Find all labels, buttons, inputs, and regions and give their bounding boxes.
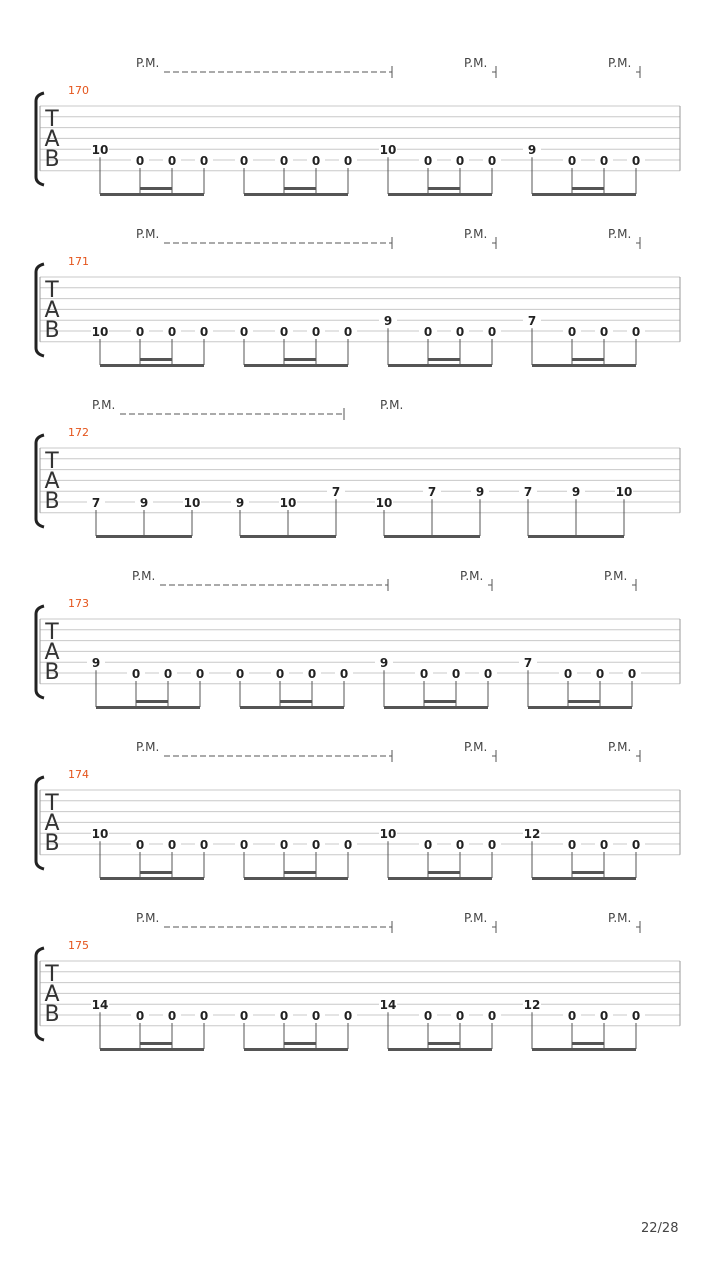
- beam: [240, 535, 336, 538]
- fret-number: 10: [91, 325, 109, 339]
- beam-secondary: [140, 1042, 172, 1045]
- fret-number: 0: [423, 325, 433, 339]
- palm-mute-label: P.M.: [136, 740, 160, 754]
- beam-secondary: [140, 871, 172, 874]
- tab-clef-letter: T: [45, 278, 59, 303]
- fret-number: 10: [183, 496, 201, 510]
- fret-number: 0: [451, 667, 461, 681]
- palm-mute-label: P.M.: [132, 569, 156, 583]
- fret-number: 0: [599, 325, 609, 339]
- palm-mute-label: P.M.: [604, 569, 628, 583]
- fret-number: 7: [523, 485, 533, 500]
- palm-mute-label: P.M.: [464, 911, 488, 925]
- tab-clef-letter: T: [45, 791, 59, 816]
- fret-number: 0: [487, 154, 497, 168]
- fret-number: 14: [379, 998, 397, 1013]
- fret-number: 0: [239, 154, 249, 168]
- fret-number: 0: [419, 667, 429, 681]
- measure-number: 172: [68, 426, 89, 439]
- fret-number: 10: [375, 496, 393, 510]
- fret-number: 0: [423, 154, 433, 168]
- beam: [384, 706, 488, 709]
- palm-mute-label: P.M.: [464, 740, 488, 754]
- tab-system: [0, 52, 720, 223]
- beam-secondary: [140, 358, 172, 361]
- fret-number: 0: [167, 154, 177, 168]
- fret-number: 0: [135, 838, 145, 852]
- tab-clef-letter: A: [44, 127, 60, 152]
- tab-clef-letter: T: [45, 620, 59, 645]
- fret-number: 0: [483, 667, 493, 681]
- beam-secondary: [572, 871, 604, 874]
- beam: [240, 706, 344, 709]
- fret-number: 0: [195, 667, 205, 681]
- tab-clef-letter: A: [44, 469, 60, 494]
- fret-number: 0: [631, 154, 641, 168]
- fret-number: 0: [599, 1009, 609, 1023]
- tab-clef-letter: A: [44, 298, 60, 323]
- tab-clef-letter: B: [44, 489, 60, 514]
- fret-number: 0: [311, 154, 321, 168]
- fret-number: 12: [523, 827, 541, 842]
- fret-number: 0: [343, 325, 353, 339]
- fret-number: 0: [239, 325, 249, 339]
- fret-number: 0: [567, 1009, 577, 1023]
- fret-number: 0: [487, 325, 497, 339]
- palm-mute-label: P.M.: [464, 227, 488, 241]
- beam: [100, 877, 204, 880]
- fret-number: 0: [455, 838, 465, 852]
- beam-secondary: [428, 871, 460, 874]
- fret-number: 0: [631, 325, 641, 339]
- beam: [388, 877, 492, 880]
- beam-secondary: [140, 187, 172, 190]
- palm-mute-label: P.M.: [92, 398, 116, 412]
- beam: [532, 364, 636, 367]
- beam: [244, 1048, 348, 1051]
- fret-number: 0: [599, 154, 609, 168]
- fret-number: 7: [523, 656, 533, 671]
- measure-number: 171: [68, 255, 89, 268]
- fret-number: 10: [379, 827, 397, 842]
- beam-secondary: [424, 700, 456, 703]
- fret-number: 0: [239, 838, 249, 852]
- fret-number: 0: [455, 154, 465, 168]
- fret-number: 0: [167, 838, 177, 852]
- fret-number: 0: [167, 325, 177, 339]
- beam-secondary: [284, 1042, 316, 1045]
- beam-secondary: [572, 358, 604, 361]
- fret-number: 9: [235, 496, 245, 510]
- fret-number: 0: [455, 325, 465, 339]
- palm-mute-label: P.M.: [464, 56, 488, 70]
- tab-clef-letter: T: [45, 962, 59, 987]
- palm-mute-label: P.M.: [608, 740, 632, 754]
- fret-number: 0: [235, 667, 245, 681]
- fret-number: 0: [199, 838, 209, 852]
- fret-number: 0: [311, 325, 321, 339]
- tab-system: [0, 394, 720, 565]
- fret-number: 0: [135, 1009, 145, 1023]
- fret-number: 0: [275, 667, 285, 681]
- beam-secondary: [428, 187, 460, 190]
- fret-number: 0: [307, 667, 317, 681]
- fret-number: 10: [91, 143, 109, 158]
- measure-number: 174: [68, 768, 89, 781]
- fret-number: 0: [279, 1009, 289, 1023]
- beam-secondary: [284, 358, 316, 361]
- beam-secondary: [136, 700, 168, 703]
- tab-system: [0, 565, 720, 736]
- beam-secondary: [284, 187, 316, 190]
- fret-number: 0: [487, 838, 497, 852]
- fret-number: 10: [379, 143, 397, 158]
- tab-clef-letter: B: [44, 831, 60, 856]
- beam: [100, 1048, 204, 1051]
- tab-clef-letter: A: [44, 640, 60, 665]
- fret-number: 7: [91, 496, 101, 510]
- fret-number: 0: [567, 325, 577, 339]
- tab-system: [0, 736, 720, 907]
- fret-number: 10: [279, 496, 297, 510]
- fret-number: 0: [311, 1009, 321, 1023]
- tab-clef-letter: A: [44, 982, 60, 1007]
- beam: [528, 706, 632, 709]
- beam: [96, 535, 192, 538]
- measure-number: 170: [68, 84, 89, 97]
- fret-number: 9: [379, 656, 389, 671]
- beam: [100, 193, 204, 196]
- fret-number: 0: [131, 667, 141, 681]
- palm-mute-label: P.M.: [608, 56, 632, 70]
- fret-number: 0: [167, 1009, 177, 1023]
- fret-number: 10: [615, 485, 633, 500]
- fret-number: 0: [455, 1009, 465, 1023]
- fret-number: 0: [563, 667, 573, 681]
- fret-number: 0: [423, 1009, 433, 1023]
- beam: [388, 1048, 492, 1051]
- fret-number: 0: [311, 838, 321, 852]
- fret-number: 0: [343, 154, 353, 168]
- fret-number: 0: [423, 838, 433, 852]
- beam-secondary: [284, 871, 316, 874]
- tab-clef-letter: B: [44, 147, 60, 172]
- fret-number: 0: [343, 838, 353, 852]
- tab-clef-letter: B: [44, 1002, 60, 1027]
- palm-mute-label: P.M.: [136, 227, 160, 241]
- beam: [388, 364, 492, 367]
- fret-number: 14: [91, 998, 109, 1013]
- tab-clef-letter: A: [44, 811, 60, 836]
- fret-number: 0: [199, 325, 209, 339]
- fret-number: 9: [383, 314, 393, 329]
- fret-number: 9: [139, 496, 149, 510]
- beam: [388, 193, 492, 196]
- palm-mute-label: P.M.: [608, 227, 632, 241]
- fret-number: 0: [595, 667, 605, 681]
- palm-mute-label: P.M.: [608, 911, 632, 925]
- fret-number: 0: [631, 838, 641, 852]
- measure-number: 175: [68, 939, 89, 952]
- fret-number: 0: [599, 838, 609, 852]
- beam: [244, 364, 348, 367]
- measure-number: 173: [68, 597, 89, 610]
- fret-number: 0: [343, 1009, 353, 1023]
- tab-clef-letter: B: [44, 660, 60, 685]
- fret-number: 0: [163, 667, 173, 681]
- fret-number: 0: [239, 1009, 249, 1023]
- tab-clef-letter: B: [44, 318, 60, 343]
- beam: [532, 1048, 636, 1051]
- fret-number: 9: [527, 143, 537, 158]
- palm-mute-label: P.M.: [136, 56, 160, 70]
- tab-system: [0, 907, 720, 1078]
- fret-number: 0: [487, 1009, 497, 1023]
- fret-number: 0: [199, 1009, 209, 1023]
- fret-number: 0: [279, 838, 289, 852]
- fret-number: 10: [91, 827, 109, 842]
- beam: [528, 535, 624, 538]
- tab-clef-letter: T: [45, 449, 59, 474]
- beam-secondary: [428, 358, 460, 361]
- fret-number: 0: [279, 154, 289, 168]
- palm-mute-label: P.M.: [380, 398, 404, 412]
- tab-system: [0, 223, 720, 394]
- fret-number: 12: [523, 998, 541, 1013]
- fret-number: 0: [567, 838, 577, 852]
- palm-mute-label: P.M.: [460, 569, 484, 583]
- fret-number: 9: [571, 485, 581, 500]
- fret-number: 7: [427, 485, 437, 500]
- fret-number: 9: [475, 485, 485, 500]
- beam: [244, 193, 348, 196]
- fret-number: 7: [331, 485, 341, 500]
- fret-number: 9: [91, 656, 101, 671]
- beam-secondary: [572, 187, 604, 190]
- beam: [384, 535, 480, 538]
- fret-number: 0: [567, 154, 577, 168]
- beam: [244, 877, 348, 880]
- beam-secondary: [568, 700, 600, 703]
- beam: [100, 364, 204, 367]
- fret-number: 0: [279, 325, 289, 339]
- tab-clef-letter: T: [45, 107, 59, 132]
- page-number: 22/28: [641, 1221, 679, 1236]
- fret-number: 0: [199, 154, 209, 168]
- beam: [532, 193, 636, 196]
- fret-number: 0: [339, 667, 349, 681]
- fret-number: 0: [627, 667, 637, 681]
- fret-number: 0: [135, 325, 145, 339]
- beam: [96, 706, 200, 709]
- beam-secondary: [572, 1042, 604, 1045]
- beam-secondary: [428, 1042, 460, 1045]
- fret-number: 0: [135, 154, 145, 168]
- fret-number: 7: [527, 314, 537, 329]
- beam-secondary: [280, 700, 312, 703]
- palm-mute-label: P.M.: [136, 911, 160, 925]
- fret-number: 0: [631, 1009, 641, 1023]
- beam: [532, 877, 636, 880]
